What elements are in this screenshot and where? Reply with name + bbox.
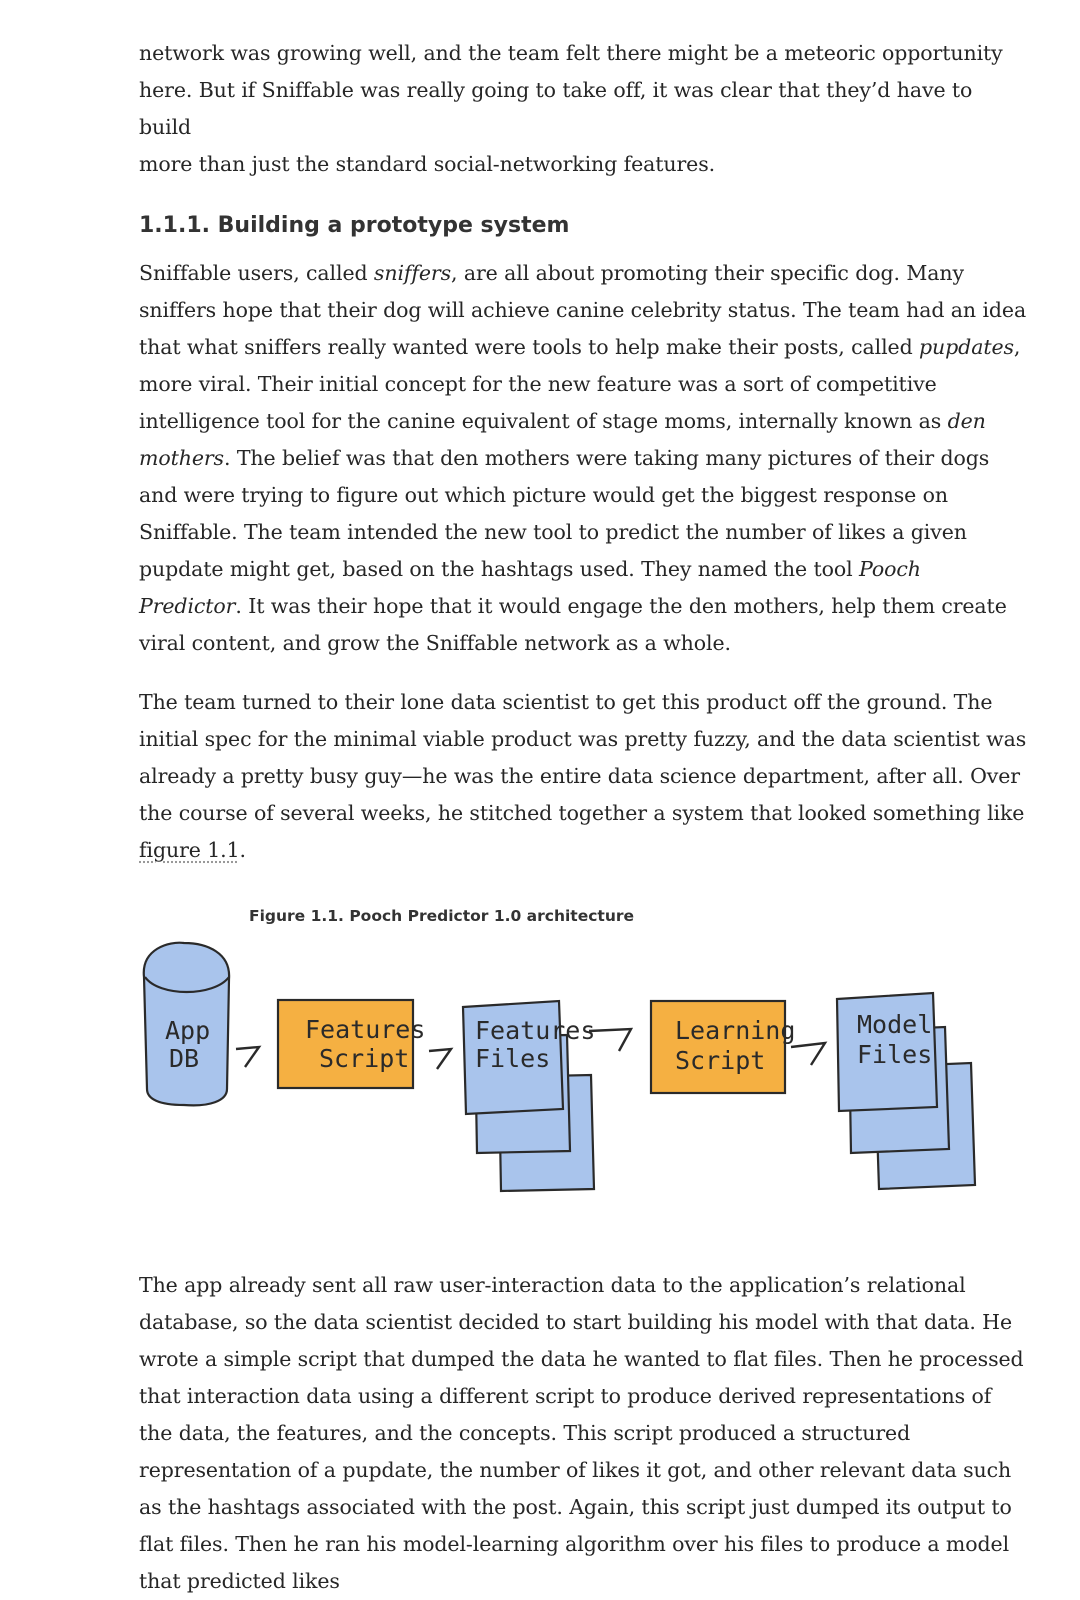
figure-link[interactable]: figure 1.1: [139, 838, 240, 862]
features-script-label-line1: Features: [305, 1015, 426, 1044]
term-pooch-predictor: Pooch Predictor: [139, 557, 921, 618]
arrow-4: [791, 1043, 825, 1065]
para1-text: . The belief was that den mothers were taking many pictures of their dogs and were trying to figure out which picture would get the biggest response on Sniffable. The team intended the new tool to predict the number of likes a given pupdate might get, based on the hashtags used. They named the tool: [139, 446, 990, 581]
para1-text: Sniffable users, called: [139, 261, 374, 285]
app-db-node: [144, 943, 229, 1106]
features-script-label-line2: Script: [319, 1044, 410, 1073]
arrow-2: [429, 1049, 451, 1069]
paragraph-prototype: [139, 255, 1029, 662]
intro-line: here. But if Sniffable was really going to take off, it was clear that they’d have to build: [139, 78, 973, 139]
para2-end: .: [239, 838, 246, 862]
intro-paragraph: [139, 35, 1029, 183]
features-files-label-line1: Features: [475, 1016, 596, 1045]
section-heading: 1.1.1. Building a prototype system: [139, 213, 570, 238]
learning-script-label-line2: Script: [675, 1046, 766, 1075]
arrow-1: [236, 1047, 259, 1067]
para2-text: The team turned to their lone data scientist to get this product off the ground. The initial spec for the minimal viable product was pretty fuzzy, and the data scientist was already a pretty busy guy—he was the entire data science department, after all. Over the course of several weeks, he stitched together a system that looked something like: [139, 690, 1027, 825]
app-db-label-line1: App: [165, 1016, 211, 1045]
term-sniffers: sniffers: [373, 261, 452, 285]
model-files-node: [837, 993, 975, 1189]
document-page: [139, 35, 1029, 1600]
learning-script-label-line1: Learning: [675, 1016, 796, 1045]
para1-text: , are all about promoting their specific dog. Many sniffers hope that their dog will achieve canine celebrity status. The team had an idea that what sniffers really wanted were tools to help make their posts, called: [139, 261, 1027, 359]
figure-caption: Figure 1.1. Pooch Predictor 1.0 architecture: [249, 907, 635, 925]
term-pupdates: pupdates: [919, 335, 1014, 359]
intro-line: network was growing well, and the team felt there might be a meteoric opportunity: [139, 41, 1003, 65]
architecture-diagram: [139, 939, 989, 1239]
term-den-mothers: den mothers: [139, 409, 986, 470]
model-files-label-line1: Model: [857, 1010, 933, 1039]
intro-line: more than just the standard social-networking features.: [139, 152, 716, 176]
model-files-label-line2: Files: [857, 1040, 933, 1069]
features-files-node: [463, 1001, 595, 1191]
app-db-label-line2: DB: [169, 1044, 200, 1073]
para1-text: . It was their hope that it would engage the den mothers, help them create viral content, and grow the Sniffable network as a whole.: [139, 594, 1007, 655]
features-script-node: [278, 1000, 425, 1088]
para1-text: , more viral. Their initial concept for the new feature was a sort of competitive intelligence tool for the canine equivalent of stage moms, internally known as: [139, 335, 1021, 433]
architecture-svg: [139, 939, 989, 1239]
paragraph-pipeline: The app already sent all raw user-interaction data to the application’s relational database, so the data scientist decided to start building his model with that data. He wrote a simple script that dumped the data he wanted to flat files. Then he processed that interaction data using a different script to produce derived representations of the data, the features, and the concepts. This script produced a structured representation of a pupdate, the number of likes it got, and other relevant data such as the hashtags associated with the post. Again, this script just dumped its output to flat files. Then he ran his model-learning algorithm over his files to produce a model that predicted likes: [139, 1273, 1024, 1593]
learning-script-node: [651, 1001, 795, 1093]
features-files-label-line2: Files: [475, 1044, 551, 1073]
paragraph-data-scientist: [139, 684, 1029, 869]
